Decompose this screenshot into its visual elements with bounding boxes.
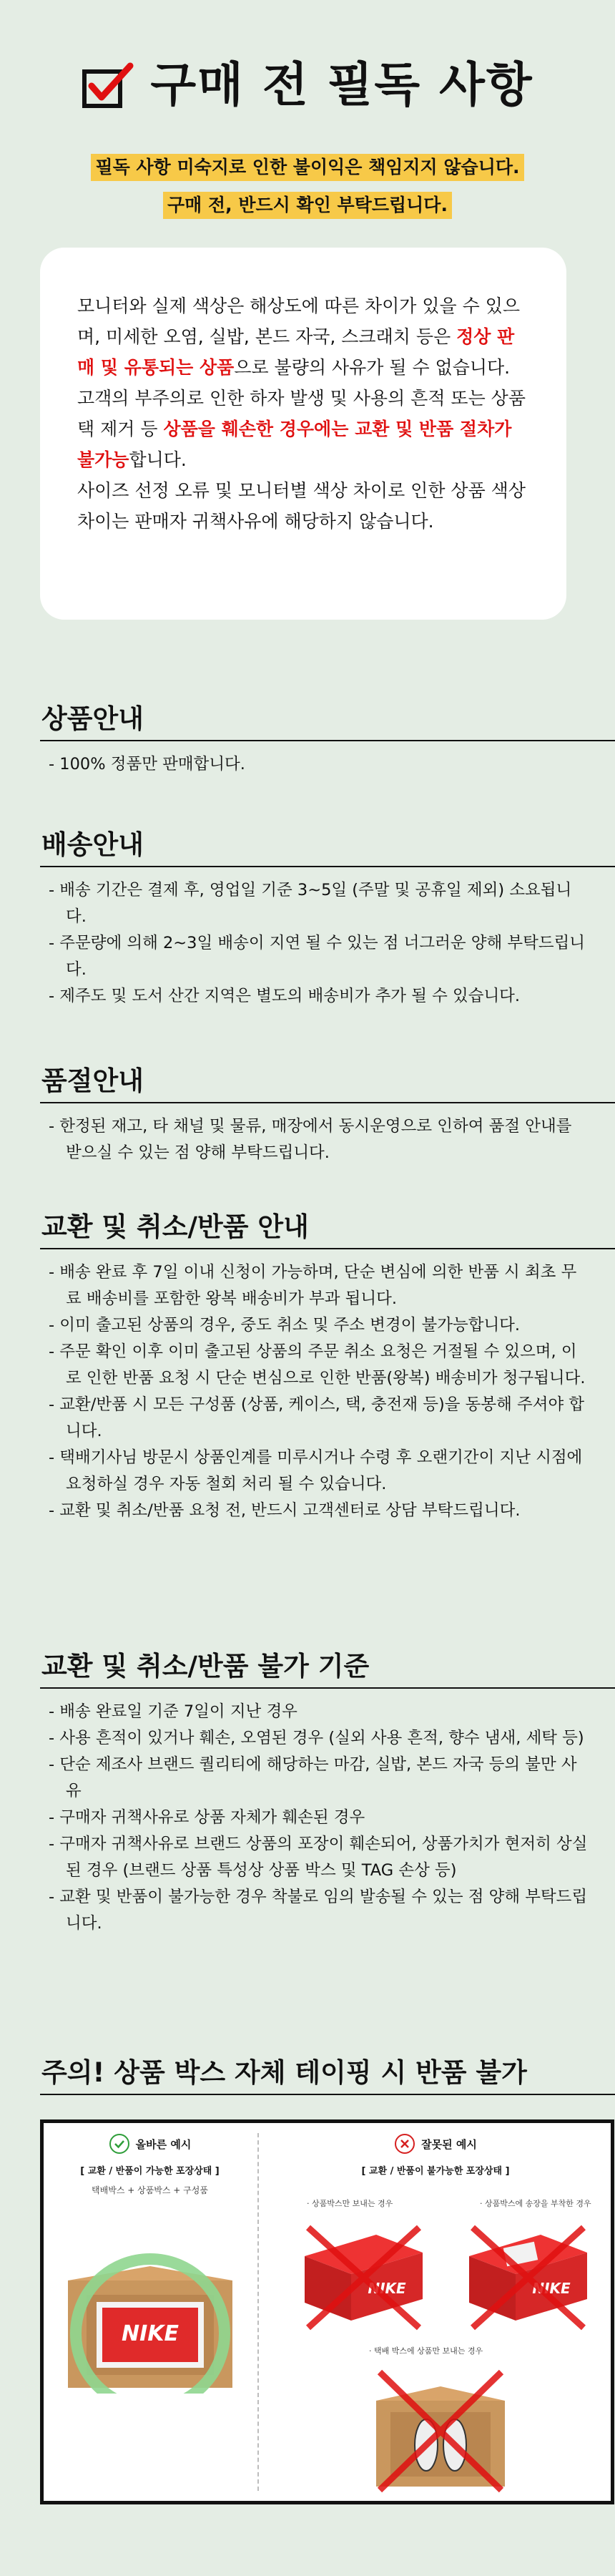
list-item: - 제주도 및 도서 산간 지역은 별도의 배송비가 추가 될 수 있습니다. — [49, 983, 592, 1010]
notice-card — [40, 248, 566, 620]
list-item: - 사용 흔적이 있거나 훼손, 오염된 경우 (실외 사용 흔적, 향수 냄새, 세탁 등) — [49, 1725, 592, 1752]
section-title: 배송안내 — [40, 824, 615, 867]
list-item: - 구매자 귀책사유로 브랜드 상품의 포장이 훼손되어, 상품가치가 현저히 상실된 경우 (브랜드 상품 특성상 상품 박스 및 TAG 손상 등) — [49, 1831, 592, 1884]
bad-box-image-2 — [455, 2213, 598, 2335]
section-title: 품절안내 — [40, 1060, 615, 1103]
bad-example — [260, 2133, 611, 2177]
list-item: - 택배기사님 방문시 상품인계를 미루시거나 수령 후 오랜기간이 지난 시점에 요청하실 경우 자동 철회 처리 될 수 있습니다. — [49, 1445, 592, 1498]
section-title: 교환 및 취소/반품 불가 기준 — [40, 1646, 615, 1689]
svg-text:NIKE: NIKE — [368, 2280, 406, 2297]
good-example-subtitle: [ 교환 / 반품이 가능한 포장상태 ] — [80, 2166, 220, 2177]
list-item: - 주문 확인 이후 이미 출고된 상품의 주문 취소 요청은 거절될 수 있으며, 이로 인한 반품 요청 시 단순 변심으로 인한 반품(왕복) 배송비가 청구됩니다. — [49, 1339, 592, 1392]
panel-divider — [257, 2133, 259, 2491]
notice-paragraph-1: 모니터와 실제 색상은 해상도에 따른 차이가 있을 수 있으며, 미세한 오염, 실밥, 본드 자국, 스크래치 등은 정상 판매 및 유통되는 상품으로 불량의 사유가 될 수 없습니다. — [77, 296, 521, 378]
checkbox-icon — [82, 62, 134, 109]
good-box-image — [61, 2215, 240, 2394]
section-list — [40, 1259, 592, 1524]
check-circle-icon — [109, 2133, 130, 2155]
notice-paragraph-2: 고객의 부주의로 인한 하자 발생 및 사용의 흔적 또는 상품 택 제거 등 상품을 훼손한 경우에는 교환 및 반품 절차가 불가능합니다. — [77, 388, 526, 470]
section-title: 상품안내 — [40, 698, 615, 741]
good-example-description: 택배박스 + 상품박스 + 구성품 — [92, 2185, 208, 2195]
section-title: 주의! 상품 박스 자체 테이핑 시 반품 불가 — [40, 2052, 615, 2095]
list-item: - 배송 기간은 결제 후, 영업일 기준 3~5일 (주말 및 공휴일 제외) 소요됩니다. — [49, 877, 592, 930]
good-example-label: 올바른 예시 — [135, 2137, 192, 2151]
section-not-allowed — [40, 1646, 615, 1937]
section-title: 교환 및 취소/반품 안내 — [40, 1206, 615, 1249]
page-title: 구매 전 필독 사항 — [150, 57, 533, 112]
title-row — [0, 57, 615, 112]
section-list — [40, 877, 592, 1010]
good-example — [44, 2133, 256, 2394]
bad-box-image-3 — [369, 2358, 512, 2494]
bad-caption-1: · 상품박스만 보내는 경우 — [307, 2199, 393, 2208]
list-item: - 한정된 재고, 타 채널 및 물류, 매장에서 동시운영으로 인하여 품절 안내를 받으실 수 있는 점 양해 부탁드립니다. — [49, 1113, 592, 1166]
section-list — [40, 1699, 592, 1937]
list-item: - 100% 정품만 판매합니다. — [49, 751, 592, 778]
list-item: - 교환/반품 시 모든 구성품 (상품, 케이스, 택, 충전재 등)을 동봉해 주셔야 합니다. — [49, 1392, 592, 1445]
bad-example-label: 잘못된 예시 — [421, 2137, 477, 2151]
list-item: - 이미 출고된 상품의 경우, 중도 취소 및 주소 변경이 불가능합니다. — [49, 1312, 592, 1339]
packaging-example-panel — [40, 2119, 614, 2504]
section-product — [40, 698, 615, 778]
section-shipping — [40, 824, 615, 1010]
bad-caption-2: · 상품박스에 송장을 부착한 경우 — [480, 2199, 591, 2208]
list-item: - 배송 완료 후 7일 이내 신청이 가능하며, 단순 변심에 의한 반품 시 최초 무료 배송비를 포함한 왕복 배송비가 부과 됩니다. — [49, 1259, 592, 1312]
bad-caption-3: · 택배 박스에 상품만 보내는 경우 — [369, 2346, 483, 2356]
section-list — [40, 1113, 592, 1166]
section-list — [40, 751, 592, 778]
notice-paragraph-3: 사이즈 선정 오류 및 모니터별 색상 차이로 인한 상품 색상 차이는 판매자 귀책사유에 해당하지 않습니다. — [77, 480, 526, 532]
section-soldout — [40, 1060, 615, 1166]
bad-box-image-1 — [290, 2213, 433, 2335]
list-item: - 주문량에 의해 2~3일 배송이 지연 될 수 있는 점 너그러운 양해 부탁드립니다. — [49, 930, 592, 983]
list-item: - 배송 완료일 기준 7일이 지난 경우 — [49, 1699, 592, 1725]
svg-text:NIKE: NIKE — [532, 2280, 571, 2297]
section-exchange — [40, 1206, 615, 1524]
section-box-warning — [40, 2052, 615, 2095]
svg-text:NIKE: NIKE — [121, 2321, 179, 2346]
bad-example-subtitle: [ 교환 / 반품이 불가능한 포장상태 ] — [361, 2166, 510, 2177]
list-item: - 교환 및 취소/반품 요청 전, 반드시 고객센터로 상담 부탁드립니다. — [49, 1498, 592, 1524]
list-item: - 교환 및 반품이 불가능한 경우 착불로 임의 발송될 수 있는 점 양해 부탁드립니다. — [49, 1884, 592, 1937]
highlight-line-1: 필독 사항 미숙지로 인한 불이익은 책임지지 않습니다. — [0, 154, 615, 181]
highlight-line-2: 구매 전, 반드시 확인 부탁드립니다. — [0, 192, 615, 219]
list-item: - 구매자 귀책사유로 상품 자체가 훼손된 경우 — [49, 1805, 592, 1831]
list-item: - 단순 제조사 브랜드 퀄리티에 해당하는 마감, 실밥, 본드 자국 등의 불만 사유 — [49, 1752, 592, 1805]
x-circle-icon — [394, 2133, 415, 2155]
